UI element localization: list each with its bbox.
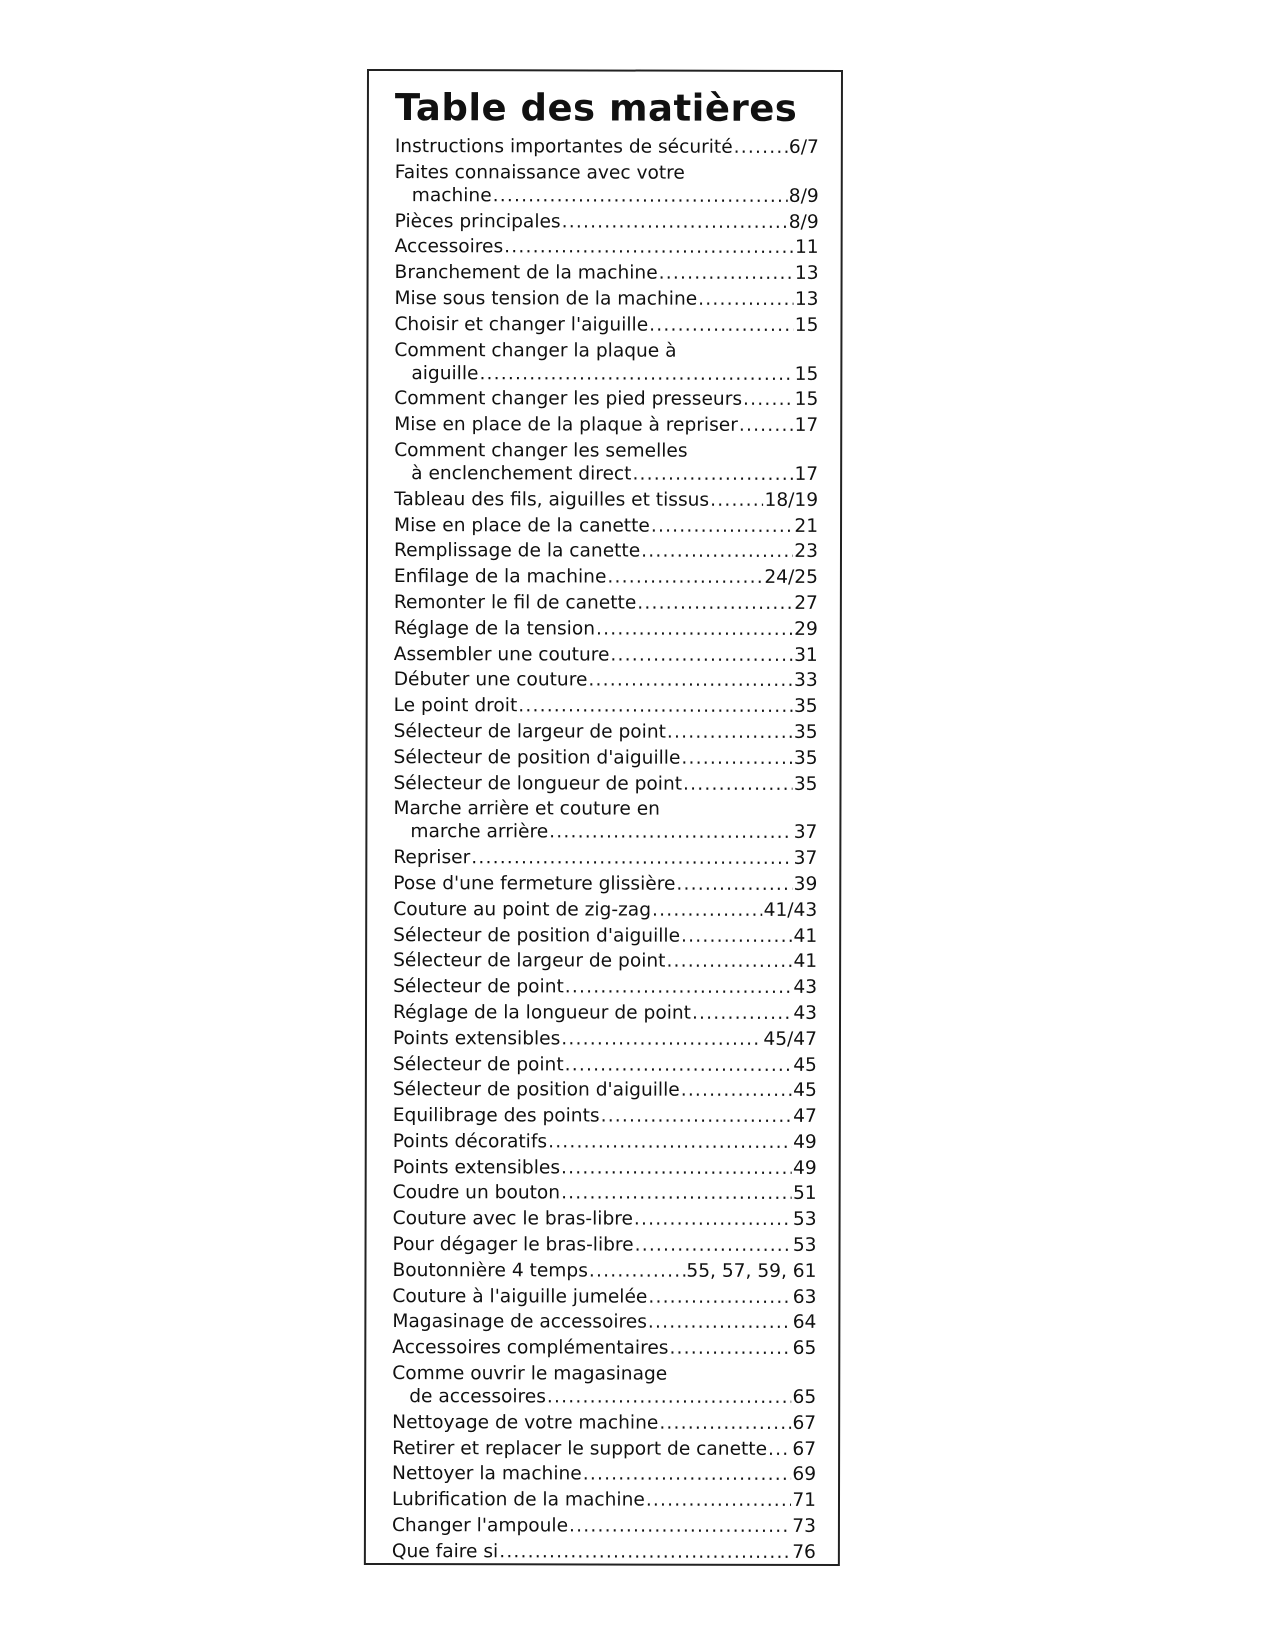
toc-entry bbox=[393, 1130, 817, 1157]
toc-entry-page: 13 bbox=[794, 288, 819, 310]
toc-entry-row bbox=[392, 1514, 816, 1538]
toc-entry-page: 13 bbox=[794, 263, 819, 285]
dot-leader bbox=[692, 1002, 792, 1025]
toc-entry bbox=[392, 1463, 816, 1490]
dot-leader bbox=[739, 414, 794, 437]
dot-leader bbox=[698, 288, 794, 311]
toc-entry-title: Coudre un bouton bbox=[392, 1182, 561, 1204]
toc-entry-title: Couture avec le bras-libre bbox=[392, 1208, 633, 1230]
toc-entry-row bbox=[393, 1104, 817, 1128]
toc-entry bbox=[393, 1182, 817, 1209]
toc-entry-title: marche arrière bbox=[410, 821, 549, 843]
toc-entry-page: 45 bbox=[793, 1080, 817, 1102]
toc-entry-page: 67 bbox=[792, 1412, 817, 1434]
toc-entry-page: 55, 57, 59, 61 bbox=[686, 1260, 817, 1282]
toc-entry-page: 43 bbox=[793, 977, 818, 999]
toc-entry-page: 39 bbox=[793, 873, 818, 895]
toc-entry-row bbox=[394, 514, 818, 538]
toc-entry-title: Sélecteur de position d'aiguille bbox=[393, 746, 681, 769]
dot-leader bbox=[652, 898, 763, 921]
toc-entry-page: 41/43 bbox=[763, 899, 818, 921]
toc-entry-title-line: Comme ouvrir le magasinage bbox=[392, 1363, 668, 1385]
toc-entry-page: 35 bbox=[793, 773, 818, 795]
dot-leader bbox=[561, 1027, 762, 1050]
toc-entry-title: Magasinage de accessoires bbox=[392, 1311, 647, 1334]
toc-entry-row bbox=[393, 820, 817, 844]
toc-entry-title: Lubrification de la machine bbox=[391, 1489, 645, 1511]
toc-entry-row bbox=[393, 975, 817, 999]
toc-entry-page: 15 bbox=[794, 389, 819, 411]
toc-entry-title: Boutonnière 4 temps bbox=[392, 1259, 588, 1282]
dot-leader bbox=[588, 669, 793, 692]
dot-leader bbox=[518, 694, 793, 718]
toc-entry-page: 69 bbox=[792, 1464, 817, 1486]
toc-entry bbox=[394, 720, 818, 747]
toc-entry bbox=[392, 1259, 816, 1286]
toc-entry bbox=[392, 1362, 816, 1412]
toc-entry bbox=[393, 975, 817, 1002]
toc-entry-row bbox=[394, 362, 818, 386]
toc-entry bbox=[393, 1001, 817, 1028]
toc-entry-page: 53 bbox=[792, 1234, 817, 1257]
toc-entry-title: de accessoires bbox=[409, 1386, 546, 1408]
toc-entry bbox=[394, 668, 818, 695]
dot-leader bbox=[641, 540, 793, 563]
toc-entry-row bbox=[394, 413, 818, 437]
dot-leader bbox=[548, 1130, 792, 1154]
toc-entry-title: Sélecteur de position d'aiguille bbox=[392, 1079, 680, 1101]
dot-leader bbox=[681, 1079, 793, 1102]
toc-entry-title: à enclenchement direct bbox=[411, 463, 632, 485]
toc-entry-page: 8/9 bbox=[788, 185, 819, 207]
toc-entry-row bbox=[393, 1001, 817, 1025]
toc-entry-page: 31 bbox=[794, 644, 818, 666]
toc-entry-page: 41 bbox=[793, 925, 818, 947]
toc-entry-row bbox=[392, 1336, 816, 1360]
toc-entry bbox=[394, 694, 818, 721]
toc-entry bbox=[394, 339, 818, 389]
toc-entry-row bbox=[393, 872, 817, 896]
toc-list bbox=[392, 135, 819, 1567]
toc-entry bbox=[394, 514, 818, 541]
toc-entry-page: 49 bbox=[793, 1157, 817, 1179]
toc-entry-row bbox=[395, 210, 819, 234]
toc-entry-row bbox=[394, 287, 818, 311]
dot-leader bbox=[659, 1411, 791, 1434]
toc-entry bbox=[394, 591, 818, 618]
toc-entry bbox=[393, 1027, 817, 1054]
toc-entry-title: Changer l'ampoule bbox=[391, 1515, 569, 1537]
toc-entry-row bbox=[393, 949, 817, 973]
toc-entry-row bbox=[394, 462, 818, 486]
toc-entry-page: 15 bbox=[794, 314, 819, 336]
toc-entry-title: Accessoires complémentaires bbox=[392, 1337, 669, 1359]
dot-leader bbox=[669, 1337, 791, 1360]
toc-entry-row bbox=[393, 1078, 817, 1102]
toc-entry bbox=[395, 135, 819, 162]
toc-entry bbox=[394, 643, 818, 670]
toc-entry-title: Mise sous tension de la machine bbox=[394, 288, 698, 310]
toc-entry bbox=[394, 565, 818, 592]
table-of-contents-box bbox=[364, 69, 843, 1566]
toc-entry bbox=[394, 439, 818, 489]
dot-leader bbox=[601, 1105, 793, 1128]
toc-entry-page: 24/25 bbox=[764, 566, 818, 589]
toc-entry-row bbox=[395, 261, 819, 285]
toc-entry bbox=[394, 746, 818, 773]
dot-leader bbox=[648, 1285, 791, 1308]
toc-entry-page: 37 bbox=[793, 822, 818, 844]
toc-entry-row bbox=[394, 720, 818, 744]
toc-entry-row bbox=[393, 1130, 817, 1154]
dot-leader bbox=[562, 210, 788, 233]
toc-entry-title: Remplissage de la canette bbox=[393, 540, 641, 562]
toc-entry-title: Points extensibles bbox=[392, 1027, 561, 1050]
toc-entry-title: Sélecteur de position d'aiguille bbox=[393, 924, 681, 947]
dot-leader bbox=[549, 821, 793, 845]
toc-entry-title: Mise en place de la plaque à repriser bbox=[394, 414, 738, 436]
toc-entry-title: Points extensibles bbox=[392, 1156, 561, 1179]
toc-entry-title: Couture au point de zig-zag bbox=[393, 898, 652, 921]
toc-entry bbox=[394, 413, 818, 440]
toc-entry-row bbox=[392, 1311, 816, 1335]
toc-entry-title: Sélecteur de largeur de point bbox=[393, 720, 666, 743]
toc-entry-page: 63 bbox=[792, 1286, 817, 1308]
dot-leader bbox=[635, 1234, 792, 1257]
toc-entry-page: 71 bbox=[792, 1490, 817, 1512]
toc-entry bbox=[392, 1311, 816, 1338]
toc-entry-row bbox=[394, 694, 818, 718]
toc-entry-row bbox=[394, 539, 818, 563]
dot-leader bbox=[471, 846, 792, 870]
toc-entry-page: 33 bbox=[794, 670, 818, 692]
toc-entry-title: Instructions importantes de sécurité bbox=[394, 136, 733, 158]
toc-entry-title: Choisir et changer l'aiguille bbox=[394, 313, 649, 336]
dot-leader bbox=[743, 388, 794, 411]
toc-entry-row bbox=[393, 1233, 817, 1257]
toc-entry-title: Repriser bbox=[393, 847, 471, 869]
toc-entry-page: 17 bbox=[794, 415, 819, 437]
toc-entry-title-line: Comment changer la plaque à bbox=[394, 339, 677, 362]
toc-entry bbox=[392, 1336, 816, 1363]
dot-leader bbox=[681, 746, 793, 769]
toc-entry-title: Points décoratifs bbox=[392, 1130, 548, 1153]
toc-entry-title: Débuter une couture bbox=[393, 669, 588, 691]
toc-entry-page: 23 bbox=[794, 541, 819, 563]
dot-leader bbox=[569, 1514, 791, 1537]
toc-entry-page: 37 bbox=[793, 848, 818, 870]
toc-entry-row bbox=[394, 387, 818, 411]
toc-entry bbox=[394, 287, 818, 314]
toc-entry bbox=[394, 539, 818, 566]
toc-entry-row bbox=[392, 1285, 816, 1309]
toc-entry-row bbox=[394, 668, 818, 692]
toc-entry-title: Retirer et replacer le support de canette bbox=[392, 1437, 768, 1460]
dot-leader bbox=[493, 184, 788, 208]
toc-entry-title: Enfilage de la machine bbox=[393, 566, 607, 588]
dot-leader bbox=[710, 488, 763, 511]
dot-leader bbox=[499, 1540, 791, 1564]
toc-entry bbox=[393, 1104, 817, 1131]
toc-entry-page: 65 bbox=[792, 1386, 817, 1409]
toc-entry-page: 64 bbox=[792, 1312, 817, 1334]
toc-entry-row bbox=[392, 1411, 816, 1435]
dot-leader bbox=[649, 313, 794, 336]
toc-entry bbox=[394, 488, 818, 515]
toc-entry-title: Réglage de la longueur de point bbox=[393, 1001, 691, 1024]
toc-entry bbox=[393, 846, 817, 873]
toc-entry-row bbox=[392, 1437, 816, 1461]
toc-entry-page: 18/19 bbox=[764, 489, 819, 511]
toc-entry bbox=[394, 617, 818, 644]
toc-entry bbox=[392, 1411, 816, 1438]
toc-entry bbox=[393, 949, 817, 976]
toc-entry-title: Que faire si bbox=[391, 1540, 499, 1563]
toc-entry bbox=[395, 210, 819, 237]
toc-entry-row bbox=[393, 898, 817, 922]
toc-entry-title: Mise en place de la canette bbox=[394, 514, 650, 537]
toc-entry-title-line: Comment changer les semelles bbox=[394, 440, 688, 462]
toc-entry bbox=[393, 1156, 817, 1183]
toc-entry-title-line: Marche arrière et couture en bbox=[393, 798, 660, 820]
toc-entry-row bbox=[393, 1207, 817, 1231]
toc-entry-title: Pose d'une fermeture glissière bbox=[393, 872, 676, 895]
toc-entry-title: Sélecteur de longueur de point bbox=[393, 772, 683, 795]
toc-entry-row bbox=[395, 235, 819, 259]
toc-entry bbox=[393, 872, 817, 899]
toc-entry bbox=[392, 1285, 816, 1312]
dot-leader bbox=[683, 772, 793, 795]
toc-entry-row bbox=[393, 1156, 817, 1180]
dot-leader bbox=[634, 1208, 792, 1231]
toc-entry-row bbox=[394, 488, 818, 512]
toc-entry-title: Comment changer les pied presseurs bbox=[394, 388, 743, 411]
dot-leader bbox=[583, 1463, 792, 1486]
toc-entry-title: machine bbox=[411, 184, 492, 207]
toc-entry-row bbox=[392, 1463, 816, 1487]
toc-entry-title: Réglage de la tension bbox=[393, 617, 596, 640]
toc-entry-page: 27 bbox=[794, 592, 818, 614]
page-title: Table des matières bbox=[394, 86, 798, 130]
toc-entry-page: 47 bbox=[793, 1105, 817, 1128]
toc-entry bbox=[394, 313, 818, 340]
toc-entry-page: 15 bbox=[794, 363, 819, 385]
toc-entry-page: 21 bbox=[794, 515, 819, 537]
toc-entry-row bbox=[393, 846, 817, 870]
toc-entry-row bbox=[394, 565, 818, 589]
toc-entry-page: 45 bbox=[793, 1054, 817, 1076]
toc-entry-row bbox=[394, 617, 818, 641]
dot-leader bbox=[565, 1053, 793, 1076]
dot-leader bbox=[676, 873, 792, 896]
dot-leader bbox=[607, 566, 763, 589]
toc-entry-title: Nettoyage de votre machine bbox=[392, 1411, 659, 1434]
toc-entry-title: Pièces principales bbox=[394, 210, 561, 232]
toc-entry-title: Branchement de la machine bbox=[394, 262, 658, 284]
toc-entry-row bbox=[393, 1027, 817, 1051]
toc-entry-page: 43 bbox=[793, 1002, 818, 1024]
dot-leader bbox=[681, 924, 793, 947]
toc-entry-row bbox=[393, 772, 817, 796]
dot-leader bbox=[589, 1259, 686, 1282]
toc-entry-row bbox=[394, 643, 818, 667]
toc-entry-title: Accessoires bbox=[394, 236, 504, 258]
toc-entry bbox=[393, 898, 817, 925]
dot-leader bbox=[632, 463, 793, 486]
toc-entry-row bbox=[395, 184, 819, 208]
toc-entry-title: Nettoyer la machine bbox=[392, 1463, 582, 1485]
toc-entry-page: 35 bbox=[793, 747, 818, 769]
toc-entry-row bbox=[394, 313, 818, 337]
dot-leader bbox=[547, 1385, 792, 1409]
toc-entry-page: 51 bbox=[792, 1183, 817, 1205]
dot-leader bbox=[565, 976, 793, 999]
dot-leader bbox=[651, 514, 794, 537]
dot-leader bbox=[734, 136, 788, 159]
toc-entry-title: Remonter le fil de canette bbox=[393, 592, 637, 614]
toc-entry-title: aiguille bbox=[411, 362, 479, 384]
dot-leader bbox=[667, 721, 793, 744]
toc-entry-title: Le point droit bbox=[393, 695, 518, 717]
toc-entry-title-line: Faites connaissance avec votre bbox=[394, 161, 685, 184]
toc-entry-row bbox=[392, 1488, 816, 1512]
toc-entry-row bbox=[393, 1182, 817, 1206]
toc-entry-title: Assembler une couture bbox=[393, 643, 610, 666]
toc-entry bbox=[393, 1053, 817, 1080]
toc-entry-page: 41 bbox=[793, 951, 818, 973]
toc-entry bbox=[392, 1437, 816, 1464]
dot-leader bbox=[561, 1156, 792, 1179]
toc-entry-page: 65 bbox=[792, 1338, 817, 1360]
toc-entry bbox=[394, 387, 818, 414]
toc-entry-title: Sélecteur de point bbox=[392, 1053, 564, 1075]
toc-entry-page: 49 bbox=[793, 1131, 817, 1153]
dot-leader bbox=[648, 1311, 792, 1334]
dot-leader bbox=[610, 643, 793, 666]
dot-leader bbox=[504, 236, 794, 260]
dot-leader bbox=[666, 950, 792, 973]
toc-entry-page: 53 bbox=[792, 1209, 817, 1231]
toc-entry-row bbox=[393, 924, 817, 948]
toc-entry-row bbox=[393, 1053, 817, 1077]
toc-entry bbox=[395, 235, 819, 262]
toc-entry bbox=[392, 1540, 816, 1567]
toc-entry-page: 17 bbox=[794, 463, 819, 485]
toc-entry-page: 35 bbox=[793, 696, 818, 718]
toc-entry-row bbox=[395, 135, 819, 159]
dot-leader bbox=[646, 1489, 792, 1512]
toc-entry-page: 35 bbox=[793, 721, 818, 743]
dot-leader bbox=[659, 262, 794, 285]
toc-entry-page: 6/7 bbox=[788, 136, 819, 158]
toc-entry-row bbox=[394, 591, 818, 615]
dot-leader bbox=[479, 362, 793, 386]
toc-entry bbox=[395, 261, 819, 288]
toc-entry bbox=[393, 1207, 817, 1234]
toc-entry-title: Couture à l'aiguille jumelée bbox=[392, 1285, 648, 1308]
toc-entry bbox=[395, 161, 819, 211]
toc-entry bbox=[393, 1078, 817, 1105]
toc-entry bbox=[392, 1514, 816, 1541]
dot-leader bbox=[768, 1437, 791, 1460]
toc-entry bbox=[392, 1488, 816, 1515]
toc-entry-row bbox=[392, 1540, 816, 1564]
toc-entry-page: 29 bbox=[794, 618, 818, 640]
toc-entry bbox=[393, 772, 817, 799]
toc-entry-page: 11 bbox=[794, 237, 819, 259]
dot-leader bbox=[561, 1182, 792, 1205]
toc-entry bbox=[393, 924, 817, 951]
toc-entry-title: Sélecteur de point bbox=[393, 976, 564, 998]
dot-leader bbox=[637, 592, 793, 615]
toc-entry bbox=[393, 1233, 817, 1260]
dot-leader bbox=[596, 617, 793, 640]
toc-entry-row bbox=[392, 1259, 816, 1283]
toc-entry-page: 67 bbox=[792, 1438, 817, 1460]
toc-entry-page: 45/47 bbox=[763, 1028, 817, 1050]
toc-entry-page: 8/9 bbox=[788, 211, 819, 233]
toc-entry-title: Equilibrage des points bbox=[392, 1105, 600, 1127]
toc-entry-title: Sélecteur de largeur de point bbox=[393, 950, 666, 972]
toc-entry-title: Tableau des fils, aiguilles et tissus bbox=[394, 488, 710, 511]
toc-entry-title: Pour dégager le bras-libre bbox=[392, 1234, 634, 1256]
toc-entry-row bbox=[394, 746, 818, 770]
toc-entry bbox=[393, 797, 817, 847]
toc-entry-page: 76 bbox=[792, 1541, 816, 1563]
toc-entry-row bbox=[392, 1385, 816, 1409]
toc-entry-page: 73 bbox=[792, 1515, 816, 1537]
